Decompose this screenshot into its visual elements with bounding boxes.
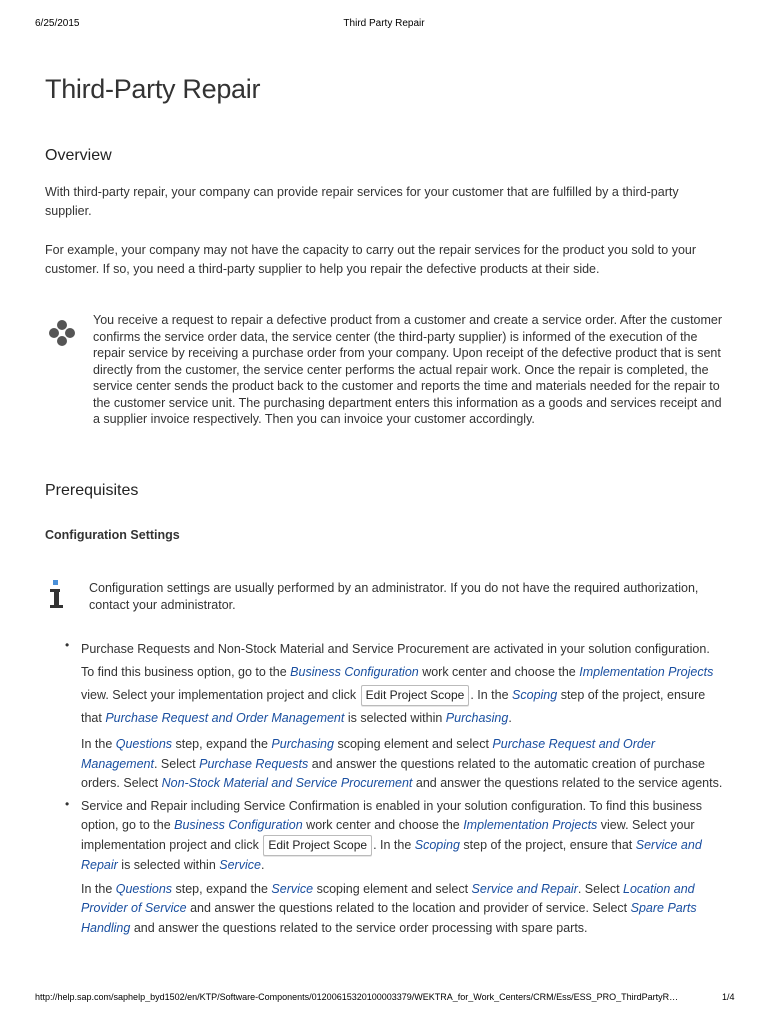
link-implementation-projects[interactable]: Implementation Projects: [463, 817, 598, 832]
link-service-and-repair-2[interactable]: Service and Repair: [471, 881, 578, 896]
overview-paragraph-1: With third-party repair, your company can provide repair services for your customer that are fulfilled by a third-party supplier.: [45, 185, 679, 218]
list-item: [45, 638, 725, 794]
list-item-subtext: In the Questions step, expand the Service scoping element and select Service and Repair. Select Location and Provider of Service and answer the questions related to the location and provider of service. Select Spare Parts Handling and answer the questions related to the service order processing with spare parts.: [81, 881, 697, 935]
link-service-element[interactable]: Service: [271, 881, 314, 896]
overview-paragraph-2: For example, your company may not have the capacity to carry out the repair services for the product you sold to your customer. If so, you need a third-party supplier to help you repair the defective products at their side.: [45, 243, 697, 276]
print-footer-url: http://help.sap.com/saphelp_byd1502/en/KTP/Software-Components/01200615320100003379/WEKTRA_for_Work_Centers/CRM/Ess/ESS_PRO_ThirdPartyR…: [35, 992, 679, 1002]
link-spare-parts-handling[interactable]: Spare Parts Handling: [81, 901, 697, 935]
link-non-stock-material[interactable]: Non-Stock Material and Service Procurement: [161, 776, 413, 790]
print-header-title: Third Party Repair: [343, 18, 425, 29]
link-service-and-repair[interactable]: Service and Repair: [81, 837, 702, 872]
link-scoping[interactable]: Scoping: [512, 688, 558, 702]
info-icon: [49, 580, 65, 610]
info-text: Configuration settings are usually performed by an administrator. If you do not have the required authorization, contact your administrator.: [89, 581, 699, 612]
link-purchase-request-order-management-2[interactable]: Purchase Request and Order Management: [81, 737, 655, 771]
link-purchasing[interactable]: Purchasing: [445, 711, 509, 725]
edit-project-scope-button[interactable]: Edit Project Scope: [361, 685, 470, 706]
prerequisites-list: [45, 638, 725, 938]
link-purchasing-element[interactable]: Purchasing: [271, 737, 334, 751]
document-body: [45, 70, 725, 935]
link-questions[interactable]: Questions: [115, 737, 173, 751]
list-item: [45, 797, 725, 939]
link-implementation-projects[interactable]: Implementation Projects: [579, 665, 714, 679]
bullet: •: [65, 638, 70, 652]
configuration-settings-heading: Configuration Settings: [45, 528, 180, 542]
note-flower-icon: [47, 318, 77, 348]
prerequisites-heading: Prerequisites: [45, 482, 139, 499]
list-item-text: Service and Repair including Service Confirmation is enabled in your solution configuration. To find this business option, go to the Business Configuration work center and choose the Implementation Projects view. Select your implementation project and click Edit Project Scope . In the Scoping step of the project, ensure that Service and Repair is selected within Service.: [81, 798, 702, 872]
overview-heading: Overview: [45, 147, 112, 164]
link-business-configuration[interactable]: Business Configuration: [290, 665, 419, 679]
print-footer-page-number: 1/4: [722, 992, 735, 1002]
link-location-provider-of-service[interactable]: Location and Provider of Service: [81, 881, 695, 915]
note-text: You receive a request to repair a defective product from a customer and create a service order. After the customer confirms the service order data, the service center (the third-party supplier) is informed of the execution of the repair service by receiving a purchase order from your company. Upon receipt of the defective product that is sent directly from the customer, the service center performs the actual repair work. Once the repair is completed, the service center sends the product back to the customer and reports the time and materials needed for the repair to the customer service unit. The purchasing department enters this information as a goods and services receipt and a supplier invoice respectively. Then you can invoice your customer accordingly.: [93, 313, 723, 426]
link-purchase-request-order-management[interactable]: Purchase Request and Order Management: [105, 711, 345, 725]
list-item-subtext: In the Questions step, expand the Purchasing scoping element and select Purchase Request and Order Management. Select Purchase Requests and answer the questions related to the automatic creation of purchase orders. Select Non-Stock Material and Service Procurement and answer the questions related to the service agents.: [81, 737, 723, 790]
bullet: •: [65, 796, 70, 811]
link-scoping[interactable]: Scoping: [414, 837, 460, 852]
page-title: Third-Party Repair: [45, 74, 261, 104]
link-questions[interactable]: Questions: [115, 881, 173, 896]
edit-project-scope-button[interactable]: Edit Project Scope: [263, 835, 372, 856]
link-service[interactable]: Service: [219, 857, 261, 872]
link-purchase-requests[interactable]: Purchase Requests: [199, 756, 309, 771]
print-header-date: 6/25/2015: [35, 18, 80, 29]
list-item-text: Purchase Requests and Non-Stock Material and Service Procurement are activated in your solution configuration. To find this business option, go to the Business Configuration work center and choose the Implementation Projects view. Select your implementation project and click Edit Project Scope . In the Scoping step of the project, ensure that Purchase Request and Order Management is selected within Purchasing.: [81, 642, 714, 725]
link-business-configuration[interactable]: Business Configuration: [174, 817, 303, 832]
